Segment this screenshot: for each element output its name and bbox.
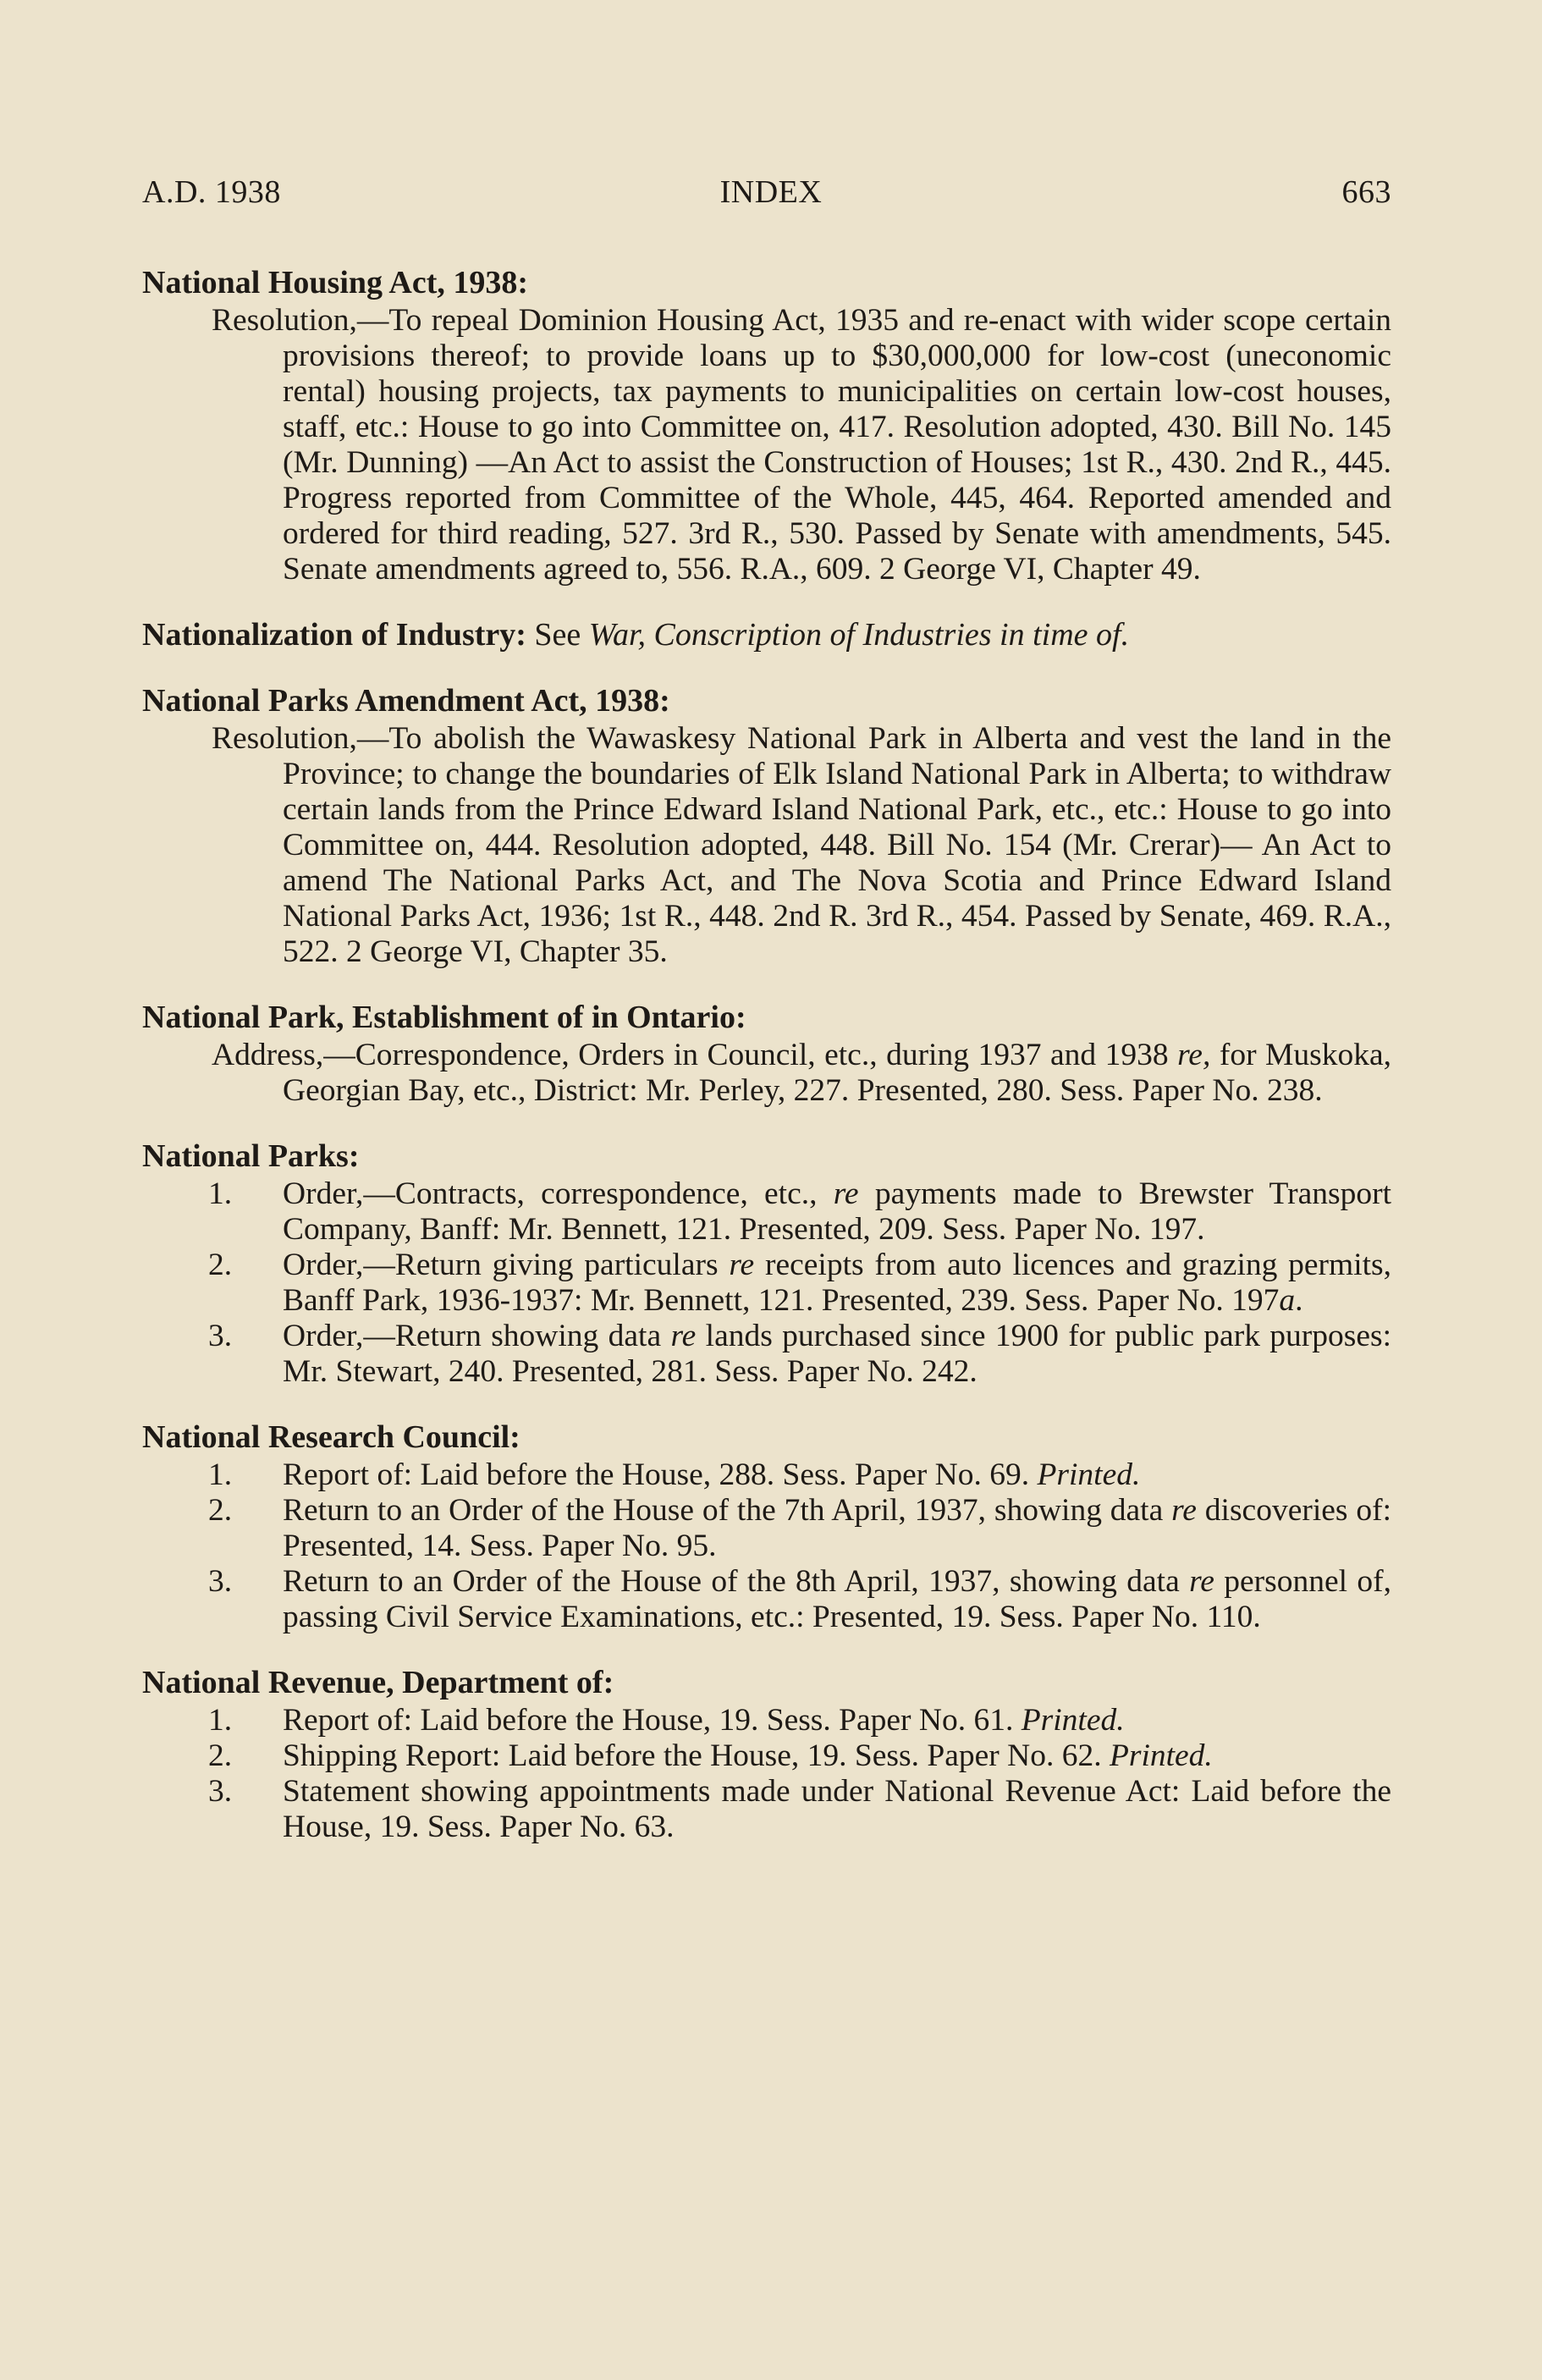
- item-number: 3.: [208, 1564, 233, 1599]
- see-label: See: [534, 617, 581, 653]
- index-entry-national-research-council: [142, 1419, 1391, 1635]
- header-title: INDEX: [719, 174, 823, 210]
- index-content: [142, 264, 1391, 1874]
- list-item: [142, 1319, 1391, 1390]
- index-entry-nationalization-of-industry: [142, 616, 1391, 653]
- re-italic: re: [729, 1248, 755, 1282]
- re-italic: re: [833, 1176, 859, 1211]
- item-text-b: payments made to Brewster Transport Company, Banff: Mr. Bennett, 121. Presented, 209. Sess. Paper No. 197.: [283, 1176, 1392, 1247]
- entry-text: Resolution,—To abolish the Wawaskesy National Park in Alberta and vest the land in the Province; to change the boundaries of Elk Island National Park in Alberta; to withdraw certain lands from the Prince Edward Island National Park, etc., etc.: House to go into Committee on, 444. Resolution adopted, 448. Bill No. 154 (Mr. Crerar)— An Act to amend The National Parks Act, and The Nova Scotia and Prince Edward Island National Parks Act, 1936; 1st R., 448. 2nd R. 3rd R., 454. Passed by Senate, 469. R.A., 522. 2 George VI, Chapter 35.: [212, 721, 1391, 969]
- printed-italic: Printed.: [1109, 1738, 1213, 1773]
- entry-text-a: Address,—Correspondence, Orders in Council, etc., during 1937 and 1938: [212, 1038, 1169, 1072]
- item-text-a: Return to an Order of the House of the 8th April, 1937, showing data: [283, 1564, 1180, 1599]
- entry-text: [212, 1038, 1392, 1109]
- entry-title: National Parks:: [142, 1138, 360, 1174]
- index-entry-national-housing-act: [142, 264, 1391, 587]
- item-text-b: personnel of, passing Civil Service Examinations, etc.: Presented, 19. Sess. Paper No. 110.: [283, 1564, 1392, 1634]
- entry-title: National Park, Establishment of in Ontario:: [142, 1000, 746, 1035]
- item-number: 2.: [208, 1493, 233, 1528]
- re-italic: re: [1171, 1493, 1197, 1528]
- entry-text: Resolution,—To repeal Dominion Housing Act, 1935 and re-enact with wider scope certain provisions thereof; to provide loans up to $30,000,000 for low-cost (uneconomic rental) housing projects, tax payments to municipalities on certain low-cost houses, staff, etc.: House to go into Committee on, 417. Resolution adopted, 430. Bill No. 145 (Mr. Dunning) —An Act to assist the Construction of Houses; 1st R., 430. 2nd R., 445. Progress reported from Committee of the Whole, 445, 464. Reported amended and ordered for third reading, 527. 3rd R., 530. Passed by Senate with amendments, 545. Senate amendments agreed to, 556. R.A., 609. 2 George VI, Chapter 49.: [212, 303, 1391, 587]
- printed-italic: Printed.: [1021, 1703, 1125, 1738]
- list-item: [142, 1774, 1391, 1845]
- paper-suffix: a: [1279, 1283, 1296, 1318]
- entry-title: National Housing Act, 1938:: [142, 265, 529, 300]
- list-item: [142, 1564, 1391, 1635]
- index-entry-national-revenue-department: [142, 1664, 1391, 1845]
- item-text-a: Order,—Contracts, correspondence, etc.,: [283, 1176, 818, 1211]
- entry-title: National Research Council:: [142, 1419, 520, 1455]
- list-item: [142, 1248, 1391, 1319]
- entry-title-line: [142, 616, 1391, 653]
- item-number: 3.: [208, 1774, 233, 1809]
- item-text-a: Order,—Return giving particulars: [283, 1248, 719, 1282]
- header-year: A.D. 1938: [142, 174, 281, 210]
- item-text-a: Shipping Report: Laid before the House, 19. Sess. Paper No. 62.: [283, 1738, 1102, 1773]
- item-number: 3.: [208, 1319, 233, 1353]
- entry-title: National Revenue, Department of:: [142, 1665, 614, 1700]
- index-entry-national-parks-amendment-act: [142, 682, 1391, 970]
- list-item: [142, 1738, 1391, 1774]
- page-number: 663: [1341, 174, 1391, 210]
- item-text-a: Order,—Return showing data: [283, 1319, 662, 1353]
- list-item: [142, 1176, 1391, 1248]
- item-text-b: discoveries of: Presented, 14. Sess. Paper No. 95.: [283, 1493, 1391, 1563]
- item-number: 1.: [208, 1176, 233, 1211]
- item-number: 1.: [208, 1457, 233, 1492]
- item-end: .: [1295, 1283, 1303, 1318]
- entry-title: National Parks Amendment Act, 1938:: [142, 683, 670, 719]
- index-entry-national-parks: [142, 1138, 1391, 1390]
- index-entry-national-park-ontario: [142, 999, 1391, 1109]
- re-italic: re,: [1177, 1038, 1211, 1072]
- see-reference: War, Conscription of Industries in time of.: [588, 617, 1130, 653]
- entry-title: Nationalization of Industry:: [142, 617, 526, 653]
- list-item: [142, 1493, 1391, 1564]
- item-number: 1.: [208, 1703, 233, 1738]
- printed-italic: Printed.: [1037, 1457, 1141, 1492]
- page-header: [0, 174, 1542, 216]
- item-text-a: Return to an Order of the House of the 7th April, 1937, showing data: [283, 1493, 1164, 1528]
- item-text-b: lands purchased since 1900 for public park purposes: Mr. Stewart, 240. Presented, 281. Sess. Paper No. 242.: [283, 1319, 1392, 1389]
- entry-text-b: for Muskoka, Georgian Bay, etc., District: Mr. Perley, 227. Presented, 280. Sess. Paper No. 238.: [283, 1038, 1392, 1108]
- re-italic: re: [1189, 1564, 1214, 1599]
- item-number: 2.: [208, 1248, 233, 1282]
- item-text-a: Report of: Laid before the House, 19. Sess. Paper No. 61.: [283, 1703, 1014, 1738]
- re-italic: re: [670, 1319, 697, 1353]
- item-text-a: Report of: Laid before the House, 288. Sess. Paper No. 69.: [283, 1457, 1030, 1492]
- item-text-a: Statement showing appointments made under National Revenue Act: Laid before the House, 19. Sess. Paper No. 63.: [283, 1774, 1391, 1844]
- item-text-b: receipts from auto licences and grazing permits, Banff Park, 1936-1937: Mr. Bennett, 121. Presented, 239. Sess. Paper No. 197: [283, 1248, 1392, 1318]
- item-number: 2.: [208, 1738, 233, 1773]
- list-item: [142, 1457, 1391, 1493]
- list-item: [142, 1703, 1391, 1738]
